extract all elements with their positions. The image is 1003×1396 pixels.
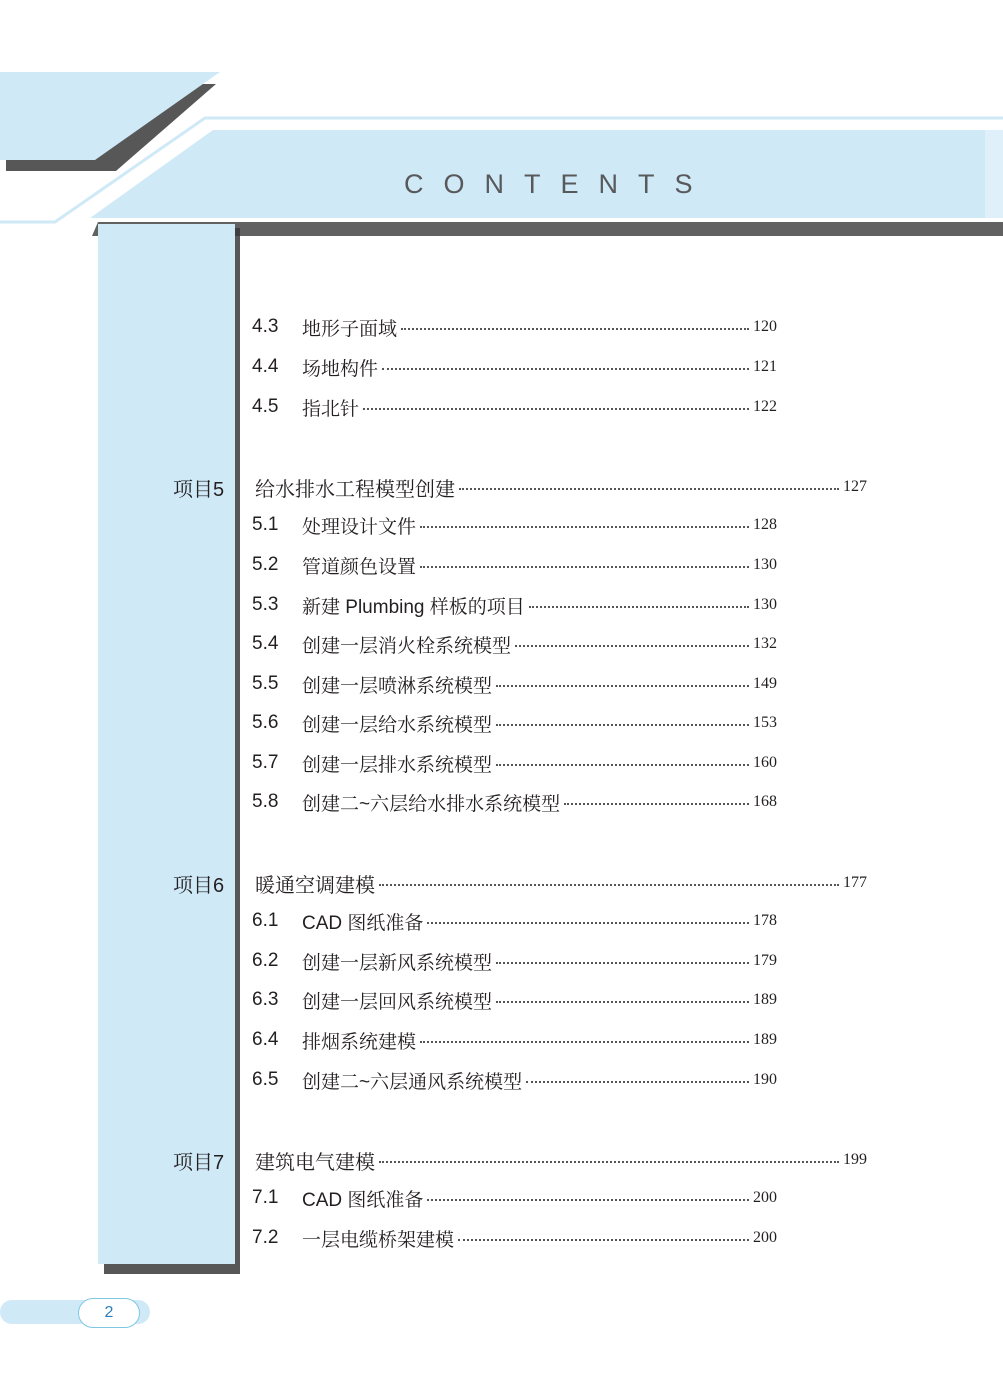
entry-number: 4.3 (252, 316, 279, 337)
toc-entry[interactable] (252, 550, 777, 580)
entry-page: 189 (753, 991, 777, 1008)
entry-title: 创建二~六层给水排水系统模型 (302, 793, 561, 815)
entry-page: 179 (753, 952, 777, 969)
entry-title: 创建二~六层通风系统模型 (302, 1071, 523, 1093)
entry-title: 指北针 (302, 398, 360, 420)
toc-entry[interactable] (252, 669, 777, 699)
entry-page: 177 (843, 874, 867, 891)
entry-page: 130 (753, 556, 777, 573)
dot-leader (458, 1239, 749, 1241)
entry-number: 5.5 (252, 673, 279, 694)
entry-title: 处理设计文件 (302, 516, 417, 538)
entry-page: 128 (753, 516, 777, 533)
entry-title: 创建一层喷淋系统模型 (302, 675, 493, 697)
entry-title: 创建一层新风系统模型 (302, 952, 493, 974)
toc-entry[interactable] (252, 1025, 777, 1055)
entry-page: 132 (753, 635, 777, 652)
entry-page: 178 (753, 912, 777, 929)
entry-title: 地形子面域 (302, 318, 398, 340)
entry-number: 5.4 (252, 633, 279, 654)
toc-entry[interactable] (252, 906, 777, 936)
toc-entry[interactable] (252, 392, 777, 422)
entry-number: 5.2 (252, 554, 279, 575)
dot-leader (459, 488, 839, 490)
dot-leader (379, 1161, 839, 1163)
dot-leader (529, 606, 749, 608)
entry-number: 5.8 (252, 791, 279, 812)
toc-project-entry[interactable] (173, 1145, 867, 1175)
dot-leader (496, 685, 749, 687)
dot-leader (420, 526, 749, 528)
entry-page: 121 (753, 358, 777, 375)
dot-leader (363, 408, 749, 410)
dot-leader (564, 803, 749, 805)
entry-title: CAD 图纸准备 (302, 1189, 424, 1211)
toc-entry[interactable] (252, 629, 777, 659)
entry-number: 6.4 (252, 1029, 279, 1050)
entry-title: 创建一层给水系统模型 (302, 714, 493, 736)
toc-entry[interactable] (252, 510, 777, 540)
dot-leader (379, 884, 839, 886)
toc-entry[interactable] (252, 352, 777, 382)
entry-title: 创建一层消火栓系统模型 (302, 635, 512, 657)
entry-title: 新建 Plumbing 样板的项目 (302, 596, 525, 618)
toc-entry[interactable] (252, 985, 777, 1015)
dot-leader (496, 962, 749, 964)
toc-entry[interactable] (252, 748, 777, 778)
entry-title: 创建一层排水系统模型 (302, 754, 493, 776)
project-number: 项目6 (173, 874, 225, 897)
toc-entry[interactable] (252, 946, 777, 976)
entry-page: 200 (753, 1189, 777, 1206)
entry-number: 5.6 (252, 712, 279, 733)
toc-project-entry[interactable] (173, 472, 867, 502)
dot-leader (496, 764, 749, 766)
entry-title: 一层电缆桥架建模 (302, 1229, 455, 1251)
entry-title: 排烟系统建模 (302, 1031, 417, 1053)
entry-page: 168 (753, 793, 777, 810)
entry-number: 6.2 (252, 950, 279, 971)
project-title: 暖通空调建模 (255, 874, 375, 897)
entry-title: 管道颜色设置 (302, 556, 417, 578)
entry-page: 127 (843, 478, 867, 495)
dot-leader (427, 922, 749, 924)
project-title: 给水排水工程模型创建 (255, 478, 455, 501)
entry-title: 创建一层回风系统模型 (302, 991, 493, 1013)
entry-number: 5.1 (252, 514, 279, 535)
entry-title: 场地构件 (302, 358, 379, 380)
page-number-badge: 2 (78, 1298, 140, 1328)
entry-page: 199 (843, 1151, 867, 1168)
entry-number: 7.1 (252, 1187, 279, 1208)
toc-entry[interactable] (252, 1183, 777, 1213)
toc-project-entry[interactable] (173, 868, 867, 898)
entry-page: 160 (753, 754, 777, 771)
toc-entry[interactable] (252, 708, 777, 738)
dot-leader (420, 1041, 749, 1043)
entry-number: 4.5 (252, 396, 279, 417)
entry-number: 6.3 (252, 989, 279, 1010)
entry-page: 200 (753, 1229, 777, 1246)
project-number: 项目7 (173, 1151, 225, 1174)
entry-number: 7.2 (252, 1227, 279, 1248)
entry-number: 5.3 (252, 594, 279, 615)
entry-page: 153 (753, 714, 777, 731)
dot-leader (515, 645, 749, 647)
toc-entry[interactable] (252, 787, 777, 817)
dot-leader (427, 1199, 749, 1201)
entry-number: 5.7 (252, 752, 279, 773)
entry-number: 6.5 (252, 1069, 279, 1090)
entry-number: 4.4 (252, 356, 279, 377)
toc-entry[interactable] (252, 590, 777, 620)
entry-page: 122 (753, 398, 777, 415)
entry-title: CAD 图纸准备 (302, 912, 424, 934)
entry-page: 130 (753, 596, 777, 613)
entry-page: 189 (753, 1031, 777, 1048)
project-number: 项目5 (173, 478, 225, 501)
contents-title: CONTENTS (404, 169, 713, 199)
dot-leader (526, 1081, 749, 1083)
entry-number: 6.1 (252, 910, 279, 931)
dot-leader (401, 328, 749, 330)
toc-entry[interactable] (252, 1223, 777, 1253)
entry-page: 120 (753, 318, 777, 335)
entry-page: 149 (753, 675, 777, 692)
dot-leader (420, 566, 749, 568)
toc-entry[interactable] (252, 1065, 777, 1095)
dot-leader (382, 368, 749, 370)
dot-leader (496, 724, 749, 726)
project-title: 建筑电气建模 (255, 1151, 375, 1174)
toc-entry[interactable] (252, 312, 777, 342)
dot-leader (496, 1001, 749, 1003)
entry-page: 190 (753, 1071, 777, 1088)
